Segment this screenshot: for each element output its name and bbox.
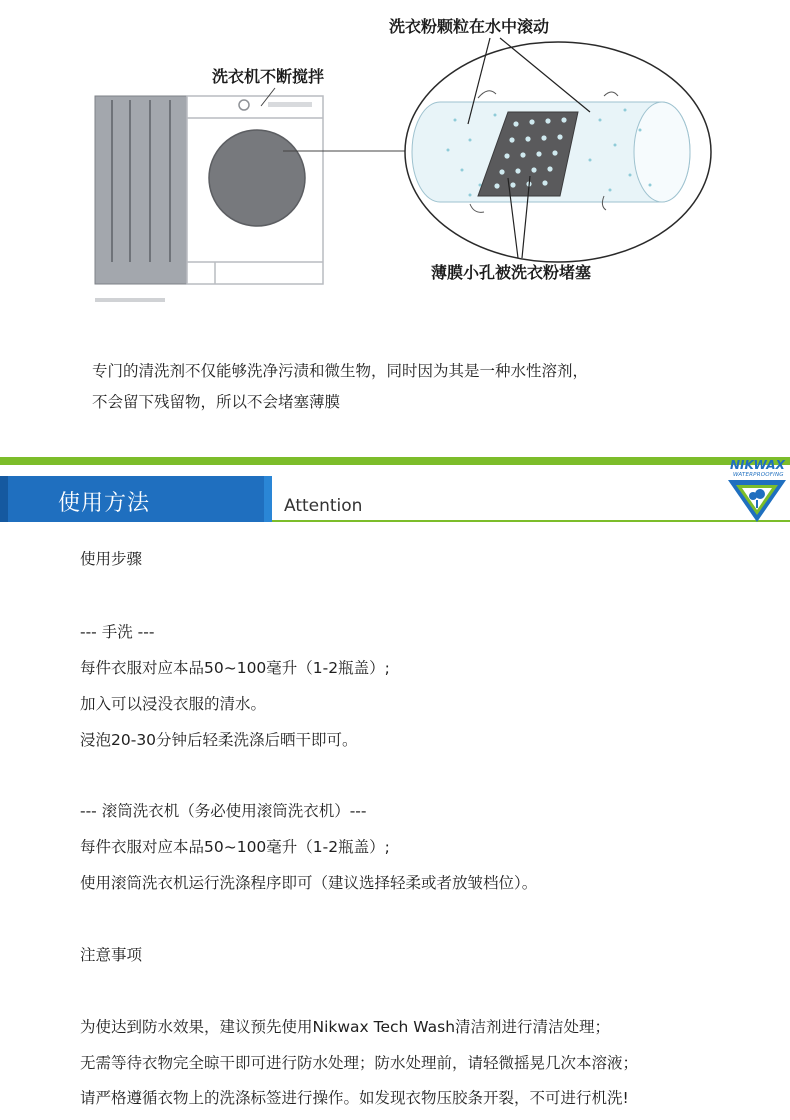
hand-wash-step-2: 加入可以浸没衣服的清水。 xyxy=(80,695,267,713)
washing-illustration xyxy=(0,0,790,320)
note-3: 请严格遵循衣物上的洗涤标签进行操作。如发现衣物压胶条开裂，不可进行机洗! xyxy=(80,1089,629,1107)
hand-wash-step-3: 浸泡20-30分钟后轻柔洗涤后晒干即可。 xyxy=(80,731,358,749)
instructions-heading: 使用步骤 xyxy=(80,550,143,568)
machine-label: 洗衣机不断搅拌 xyxy=(212,67,325,86)
hand-wash-step-1: 每件衣服对应本品50~100毫升（1-2瓶盖）; xyxy=(80,659,390,677)
brand-logo-subtext: WATERPROOFING xyxy=(733,472,784,478)
note-1: 为使达到防水效果，建议预先使用Nikwax Tech Wash清洁剂进行清洁处理； xyxy=(80,1018,611,1036)
machine-wash-step-2: 使用滚筒洗衣机运行洗涤程序即可（建议选择轻柔或者放皱档位）。 xyxy=(80,874,538,892)
description-line-1: 专门的清洗剂不仅能够洗净污渍和微生物，同时因为其是一种水性溶剂， xyxy=(92,362,589,380)
nikwax-logo-icon xyxy=(724,458,790,524)
machine-wash-step-1: 每件衣服对应本品50~100毫升（1-2瓶盖）; xyxy=(80,838,390,856)
section-tab-accent xyxy=(0,476,8,522)
brand-logo-text: NIKWAX xyxy=(730,458,785,472)
section-subtitle: Attention xyxy=(284,496,363,516)
magnified-view xyxy=(405,38,711,262)
note-2: 无需等待衣物完全晾干即可进行防水处理；防水处理前，请轻微摇晃几次本溶液； xyxy=(80,1054,639,1072)
description-line-2: 不会留下残留物，所以不会堵塞薄膜 xyxy=(92,393,341,411)
section-title: 使用方法 xyxy=(58,491,151,516)
description-text xyxy=(92,356,732,418)
washing-machine-icon xyxy=(95,88,405,302)
section-tab-shade xyxy=(264,476,272,522)
section-divider xyxy=(0,457,790,465)
machine-wash-title: --- 滚筒洗衣机（务必使用滚筒洗衣机）--- xyxy=(80,802,367,820)
particles-label: 洗衣粉颗粒在水中滚动 xyxy=(389,17,550,36)
membrane-label: 薄膜小孔被洗衣粉堵塞 xyxy=(431,263,592,282)
section-underline xyxy=(272,520,790,522)
hand-wash-title: --- 手洗 --- xyxy=(80,623,155,641)
notes-title: 注意事项 xyxy=(80,946,143,964)
